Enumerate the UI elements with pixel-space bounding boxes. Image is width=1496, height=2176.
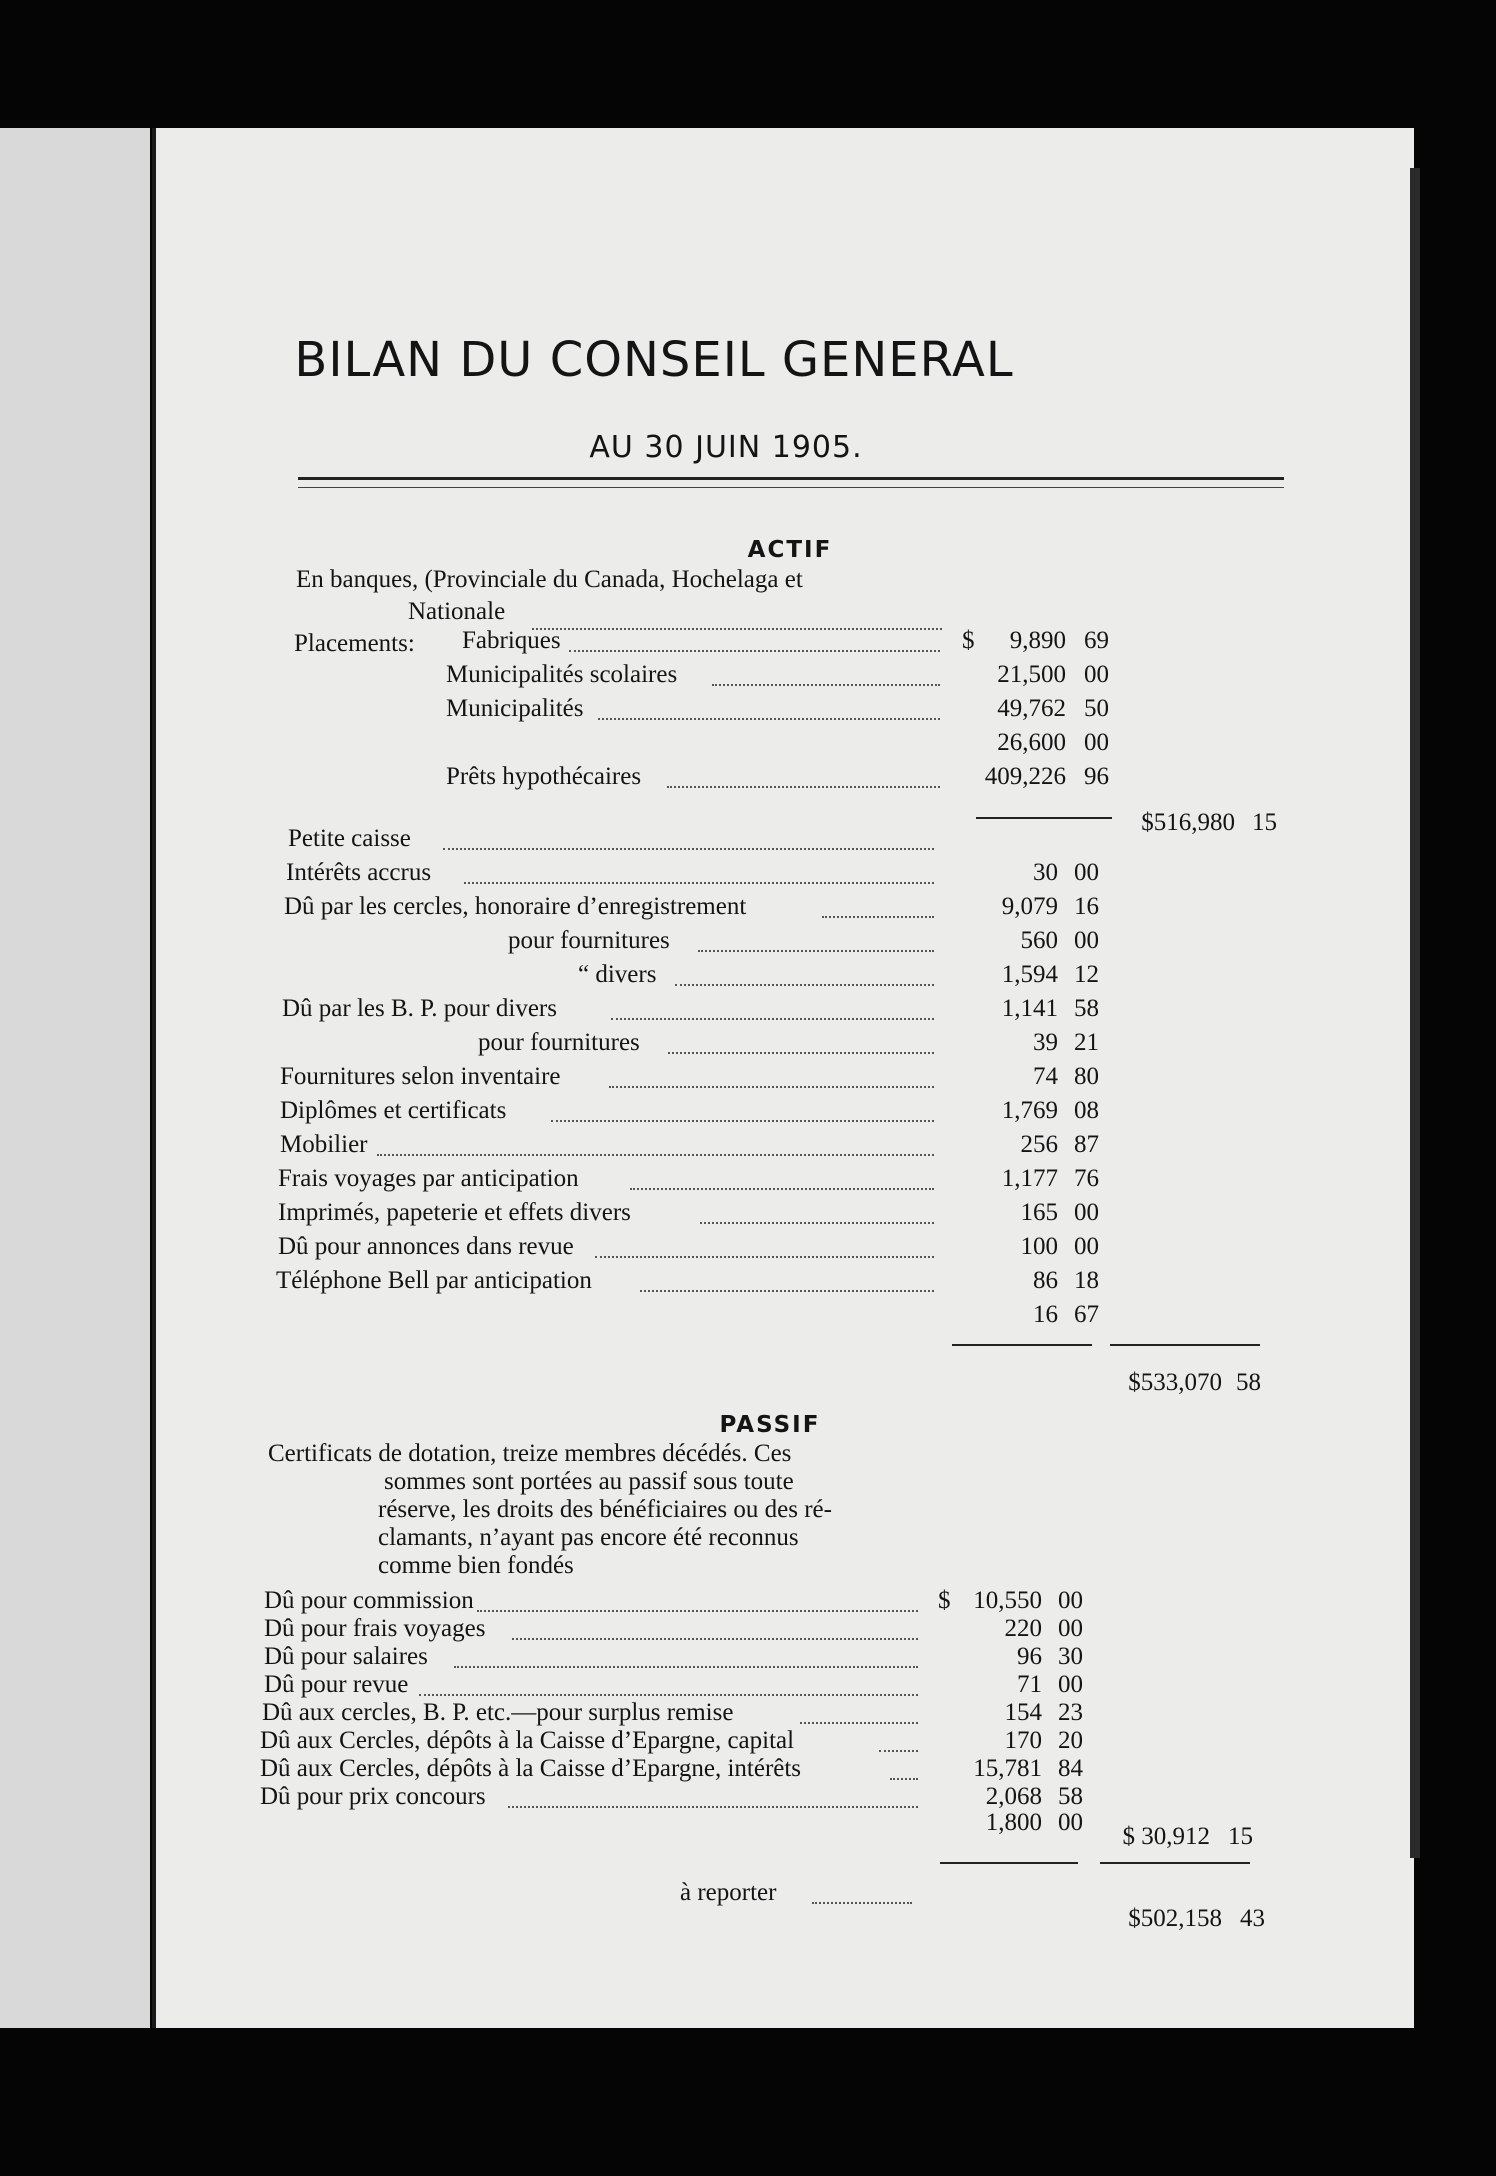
placement-dollar: $: [962, 627, 975, 654]
footer-label: à reporter: [680, 1879, 777, 1906]
certificats-line-3: réserve, les droits des bénéficiaires ou des ré-: [378, 1496, 832, 1523]
passif-item-label: Dû pour frais voyages: [264, 1615, 486, 1642]
actif-item-leader: [611, 984, 934, 1020]
actif-item-leader: [595, 1222, 934, 1258]
actif-item-amount: 30: [1033, 859, 1058, 886]
passif-item-label: Dû pour salaires: [264, 1643, 428, 1670]
passif-item-amount: 2,068: [985, 1783, 1042, 1810]
certificats-line-5: comme bien fondés: [378, 1552, 574, 1579]
actif-total: [1112, 1366, 1272, 1400]
placement-amount: 409,226: [984, 763, 1066, 790]
footer-cents: 43: [1240, 1905, 1265, 1932]
placement-cents: 50: [1084, 695, 1109, 722]
actif-item-cents: 58: [1074, 995, 1099, 1022]
actif-item-cents: 76: [1074, 1165, 1099, 1192]
placement-leader: [569, 616, 940, 652]
actif-item-leader: [698, 916, 934, 952]
actif-item-leader: [609, 1052, 934, 1088]
actif-item-amount: 39: [1033, 1029, 1058, 1056]
actif-item-label: Dû pour annonces dans revue: [278, 1233, 574, 1260]
actif-item-label: Téléphone Bell par anticipation: [276, 1267, 592, 1294]
footer-total: [1112, 1902, 1272, 1936]
actif-item-amount: 86: [1033, 1267, 1058, 1294]
actif-item-leader: [630, 1154, 934, 1190]
placement-label: Prêts hypothécaires: [446, 763, 642, 790]
placement-row: [0, 692, 1496, 726]
passif-item-cents: 84: [1058, 1755, 1083, 1782]
passif-item-cents: 00: [1058, 1615, 1083, 1642]
actif-item-label: Dû par les cercles, honoraire d’enregistrement: [284, 893, 747, 920]
actif-item-label: Fournitures selon inventaire: [280, 1063, 561, 1090]
passif-item-amount: 220: [1004, 1615, 1042, 1642]
passif-item-amount: 154: [1004, 1699, 1042, 1726]
actif-item-cents: 21: [1074, 1029, 1099, 1056]
passif-item-amount: 1,800: [985, 1809, 1042, 1836]
passif-item-row: [0, 1806, 1496, 1840]
items-rule-left: [952, 1344, 1092, 1346]
passif-item-label: Dû pour commission: [264, 1587, 474, 1614]
passif-item-amount: 170: [1004, 1727, 1042, 1754]
footer-line: [680, 1876, 930, 1910]
actif-item-leader: [822, 882, 934, 918]
actif-item-label: Mobilier: [280, 1131, 368, 1158]
actif-item-cents: 12: [1074, 961, 1099, 988]
title-rule: [298, 477, 1284, 480]
placement-cents: 96: [1084, 763, 1109, 790]
actif-item-label: Petite caisse: [288, 825, 411, 852]
placement-amount: 9,890: [1009, 627, 1066, 654]
passif-item-amount: 10,550: [973, 1587, 1042, 1614]
actif-item-amount: 165: [1020, 1199, 1058, 1226]
actif-item-amount: 1,177: [1001, 1165, 1058, 1192]
actif-item-leader: [551, 1086, 934, 1122]
actif-item-label: Frais voyages par anticipation: [278, 1165, 579, 1192]
actif-item-amount: 256: [1020, 1131, 1058, 1158]
placement-leader: [712, 650, 940, 686]
passif-subtotal: [1100, 1820, 1270, 1854]
passif-item-amount: 96: [1017, 1643, 1042, 1670]
placement-label: Fabriques: [462, 627, 561, 654]
placement-cents: 00: [1084, 661, 1109, 688]
actif-item-label: “ divers: [578, 961, 657, 988]
actif-item-cents: 00: [1074, 1199, 1099, 1226]
passif-rule-left: [940, 1862, 1078, 1864]
actif-item-amount: 74: [1033, 1063, 1058, 1090]
banques-line-1: En banques, (Provinciale du Canada, Hochelaga et: [296, 566, 803, 593]
actif-item-cents: 87: [1074, 1131, 1099, 1158]
actif-item-label: Intérêts accrus: [286, 859, 432, 886]
actif-item-cents: 18: [1074, 1267, 1099, 1294]
passif-item-amount: 71: [1017, 1671, 1042, 1698]
actif-item-row: [0, 856, 1496, 890]
actif-item-leader: [675, 950, 934, 986]
passif-heading: PASSIF: [719, 1412, 821, 1438]
placement-leader: [598, 684, 940, 720]
passif-rule-right: [1100, 1862, 1250, 1864]
passif-subtotal-cents: 15: [1228, 1823, 1253, 1850]
actif-item-cents: 00: [1074, 1233, 1099, 1260]
placement-cents: 69: [1084, 627, 1109, 654]
placements-rule: [976, 817, 1112, 819]
placement-cents: 00: [1084, 729, 1109, 756]
actif-item-cents: 08: [1074, 1097, 1099, 1124]
passif-item-cents: 20: [1058, 1727, 1083, 1754]
passif-item-cents: 23: [1058, 1699, 1083, 1726]
placement-leader: [667, 752, 940, 788]
placement-amount: 21,500: [997, 661, 1066, 688]
certificats-line-2: sommes sont portées au passif sous toute: [384, 1468, 794, 1495]
subtotal-cents: 15: [1252, 809, 1277, 836]
actif-item-leader: [464, 848, 934, 884]
actif-item-leader: [640, 1256, 934, 1292]
passif-subtotal-amount: $ 30,912: [1122, 1823, 1210, 1850]
footer-leader: [812, 1868, 912, 1904]
placement-label: Municipalités: [446, 695, 584, 722]
passif-item-cents: 00: [1058, 1809, 1083, 1836]
items-rule-right: [1110, 1344, 1260, 1346]
footer-amount: $502,158: [1128, 1905, 1222, 1932]
actif-item-amount: 1,594: [1001, 961, 1058, 988]
placement-amount: 49,762: [997, 695, 1066, 722]
actif-item-cents: 00: [1074, 927, 1099, 954]
actif-item-leader: [443, 814, 934, 850]
passif-item-label: Dû aux Cercles, dépôts à la Caisse d’Epargne, capital: [260, 1727, 795, 1754]
banques-line-2: Nationale: [408, 598, 506, 625]
actif-total-cents: 58: [1236, 1369, 1261, 1396]
passif-item-label: Dû pour prix concours: [260, 1783, 486, 1810]
actif-item-leader: [700, 1188, 934, 1224]
passif-item-dollar: $: [938, 1587, 951, 1614]
passif-item-label: Dû pour revue: [264, 1671, 409, 1698]
certificats-line-1: Certificats de dotation, treize membres décédés. Ces: [268, 1440, 792, 1467]
actif-item-amount: 1,769: [1001, 1097, 1058, 1124]
actif-item-label: Dû par les B. P. pour divers: [282, 995, 557, 1022]
page-title: BILAN DU CONSEIL GENERAL: [294, 332, 1014, 388]
title-rule-thin: [298, 487, 1284, 488]
actif-heading: ACTIF: [747, 537, 833, 563]
actif-item-leader: [668, 1018, 934, 1054]
passif-item-label: Dû aux Cercles, dépôts à la Caisse d’Epargne, intérêts: [260, 1755, 802, 1782]
actif-item-amount: 1,141: [1001, 995, 1058, 1022]
actif-item-cents: 67: [1074, 1301, 1099, 1328]
passif-item-cents: 00: [1058, 1671, 1083, 1698]
actif-item-label: Imprimés, papeterie et effets divers: [278, 1199, 631, 1226]
passif-item-cents: 00: [1058, 1587, 1083, 1614]
passif-item-cents: 30: [1058, 1643, 1083, 1670]
actif-item-cents: 80: [1074, 1063, 1099, 1090]
passif-item-cents: 58: [1058, 1783, 1083, 1810]
actif-item-amount: 100: [1020, 1233, 1058, 1260]
subtotal-amount: $516,980: [1141, 809, 1235, 836]
placement-label: Municipalités scolaires: [446, 661, 678, 688]
placements-prefix: Placements:: [294, 630, 415, 657]
actif-item-amount: 16: [1033, 1301, 1058, 1328]
actif-item-amount: 9,079: [1001, 893, 1058, 920]
certificats-line-4: clamants, n’ayant pas encore été reconnus: [378, 1524, 799, 1551]
actif-item-row: [0, 1298, 1496, 1332]
passif-item-amount: 15,781: [973, 1755, 1042, 1782]
passif-item-label: Dû aux cercles, B. P. etc.—pour surplus remise: [262, 1699, 734, 1726]
actif-total-amount: $533,070: [1128, 1369, 1222, 1396]
placement-amount: 26,600: [997, 729, 1066, 756]
placement-row: [0, 760, 1496, 794]
passif-item-leader: [508, 1772, 918, 1808]
actif-item-cents: 16: [1074, 893, 1099, 920]
page-subtitle: AU 30 JUIN 1905.: [589, 430, 863, 465]
actif-item-leader: [377, 1120, 934, 1156]
actif-item-label: Diplômes et certificats: [280, 1097, 507, 1124]
actif-item-cents: 00: [1074, 859, 1099, 886]
actif-item-amount: 560: [1020, 927, 1058, 954]
actif-item-row: [0, 1264, 1496, 1298]
actif-item-label: pour fournitures: [478, 1029, 640, 1056]
actif-item-label: pour fournitures: [508, 927, 670, 954]
